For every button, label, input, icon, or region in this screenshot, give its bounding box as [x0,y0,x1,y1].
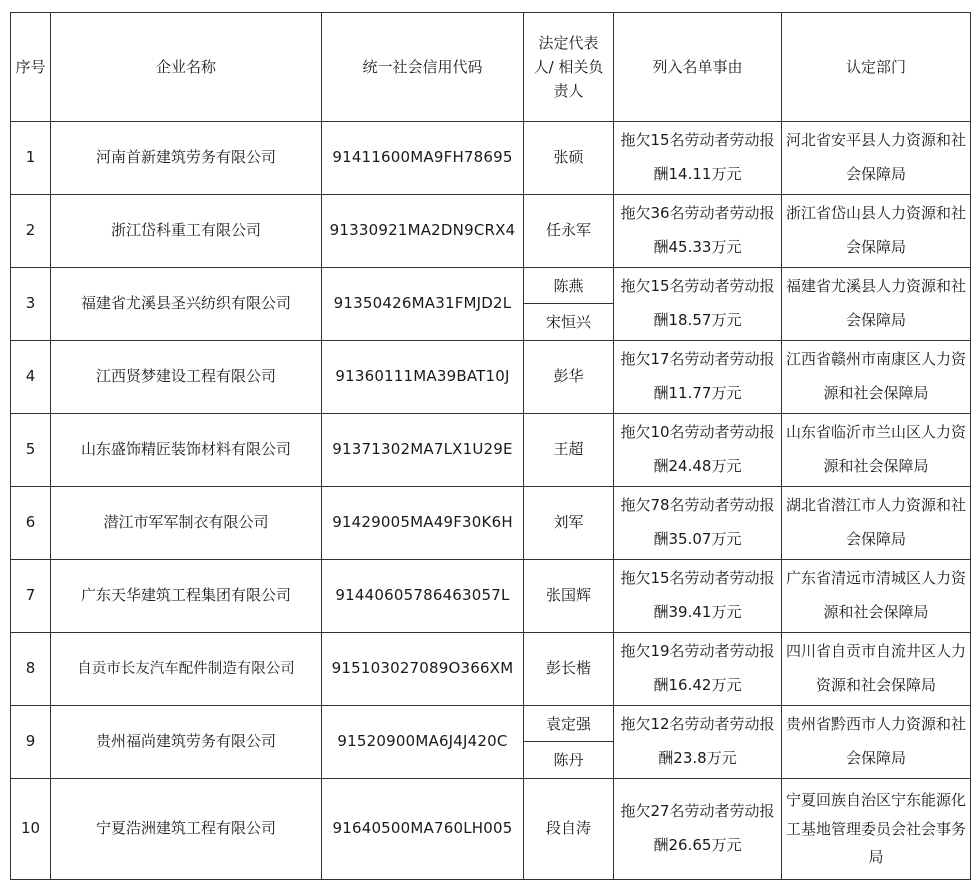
row-number: 6 [11,487,51,560]
listing-reason: 拖欠19名劳动者劳动报酬16.42万元 [614,633,782,706]
table-row [11,560,971,633]
listing-reason: 拖欠36名劳动者劳动报酬45.33万元 [614,195,782,268]
company-name: 广东天华建筑工程集团有限公司 [51,560,322,633]
credit-code: 91360111MA39BAT10J [322,341,524,414]
table-row [11,122,971,195]
department: 宁夏回族自治区宁东能源化工基地管理委员会社会事务局 [782,779,971,880]
row-number: 3 [11,268,51,341]
row-number: 10 [11,779,51,880]
table-row [11,779,971,880]
company-name: 江西贤梦建设工程有限公司 [51,341,322,414]
listing-reason: 拖欠15名劳动者劳动报酬39.41万元 [614,560,782,633]
department: 湖北省潜江市人力资源和社会保障局 [782,487,971,560]
row-number: 9 [11,706,51,779]
header-rep-text: 法定代表人/ 相关负责人 [533,34,604,100]
header-rep [524,13,614,122]
credit-code: 91640500MA760LH005 [322,779,524,880]
credit-code: 91330921MA2DN9CRX4 [322,195,524,268]
row-number: 7 [11,560,51,633]
header-no: 序号 [11,13,51,122]
row-number: 1 [11,122,51,195]
row-number: 4 [11,341,51,414]
company-name: 浙江岱科重工有限公司 [51,195,322,268]
header-company: 企业名称 [51,13,322,122]
company-name: 贵州福尚建筑劳务有限公司 [51,706,322,779]
company-name: 潜江市军军制衣有限公司 [51,487,322,560]
table-row [11,268,971,304]
credit-code: 91371302MA7LX1U29E [322,414,524,487]
credit-code: 91411600MA9FH78695 [322,122,524,195]
department: 四川省自贡市自流井区人力资源和社会保障局 [782,633,971,706]
listing-reason: 拖欠12名劳动者劳动报酬23.8万元 [614,706,782,779]
company-name: 山东盛饰精匠装饰材料有限公司 [51,414,322,487]
representative: 王超 [524,414,614,487]
representative: 彭长楷 [524,633,614,706]
header-dept: 认定部门 [782,13,971,122]
header-row [11,13,971,122]
representative: 刘军 [524,487,614,560]
credit-code: 915103027089O366XM [322,633,524,706]
department: 河北省安平县人力资源和社会保障局 [782,122,971,195]
listing-reason: 拖欠10名劳动者劳动报酬24.48万元 [614,414,782,487]
listing-reason: 拖欠17名劳动者劳动报酬11.77万元 [614,341,782,414]
table-row [11,341,971,414]
row-number: 5 [11,414,51,487]
representative: 宋恒兴 [524,304,614,341]
department: 江西省赣州市南康区人力资源和社会保障局 [782,341,971,414]
credit-code: 91440605786463057L [322,560,524,633]
representative: 任永军 [524,195,614,268]
listing-reason: 拖欠15名劳动者劳动报酬18.57万元 [614,268,782,341]
row-number: 8 [11,633,51,706]
listing-reason: 拖欠78名劳动者劳动报酬35.07万元 [614,487,782,560]
listing-reason: 拖欠27名劳动者劳动报酬26.65万元 [614,779,782,880]
credit-code: 91429005MA49F30K6H [322,487,524,560]
representative: 陈丹 [524,742,614,779]
company-name: 福建省尤溪县圣兴纺织有限公司 [51,268,322,341]
company-name: 宁夏浩洲建筑工程有限公司 [51,779,322,880]
representative: 张国辉 [524,560,614,633]
representative: 张硕 [524,122,614,195]
table-row [11,414,971,487]
blacklist-table [10,12,971,880]
department: 山东省临沂市兰山区人力资源和社会保障局 [782,414,971,487]
department: 福建省尤溪县人力资源和社会保障局 [782,268,971,341]
department: 浙江省岱山县人力资源和社会保障局 [782,195,971,268]
listing-reason: 拖欠15名劳动者劳动报酬14.11万元 [614,122,782,195]
representative: 段自涛 [524,779,614,880]
table-row [11,487,971,560]
table-row [11,195,971,268]
header-reason: 列入名单事由 [614,13,782,122]
representative: 陈燕 [524,268,614,304]
company-name: 自贡市长友汽车配件制造有限公司 [51,633,322,706]
table-row [11,633,971,706]
department: 贵州省黔西市人力资源和社会保障局 [782,706,971,779]
representative: 袁定强 [524,706,614,742]
department: 广东省清远市清城区人力资源和社会保障局 [782,560,971,633]
header-code: 统一社会信用代码 [322,13,524,122]
row-number: 2 [11,195,51,268]
company-name: 河南首新建筑劳务有限公司 [51,122,322,195]
table-row [11,706,971,742]
credit-code: 91350426MA31FMJD2L [322,268,524,341]
representative: 彭华 [524,341,614,414]
credit-code: 91520900MA6J4J420C [322,706,524,779]
